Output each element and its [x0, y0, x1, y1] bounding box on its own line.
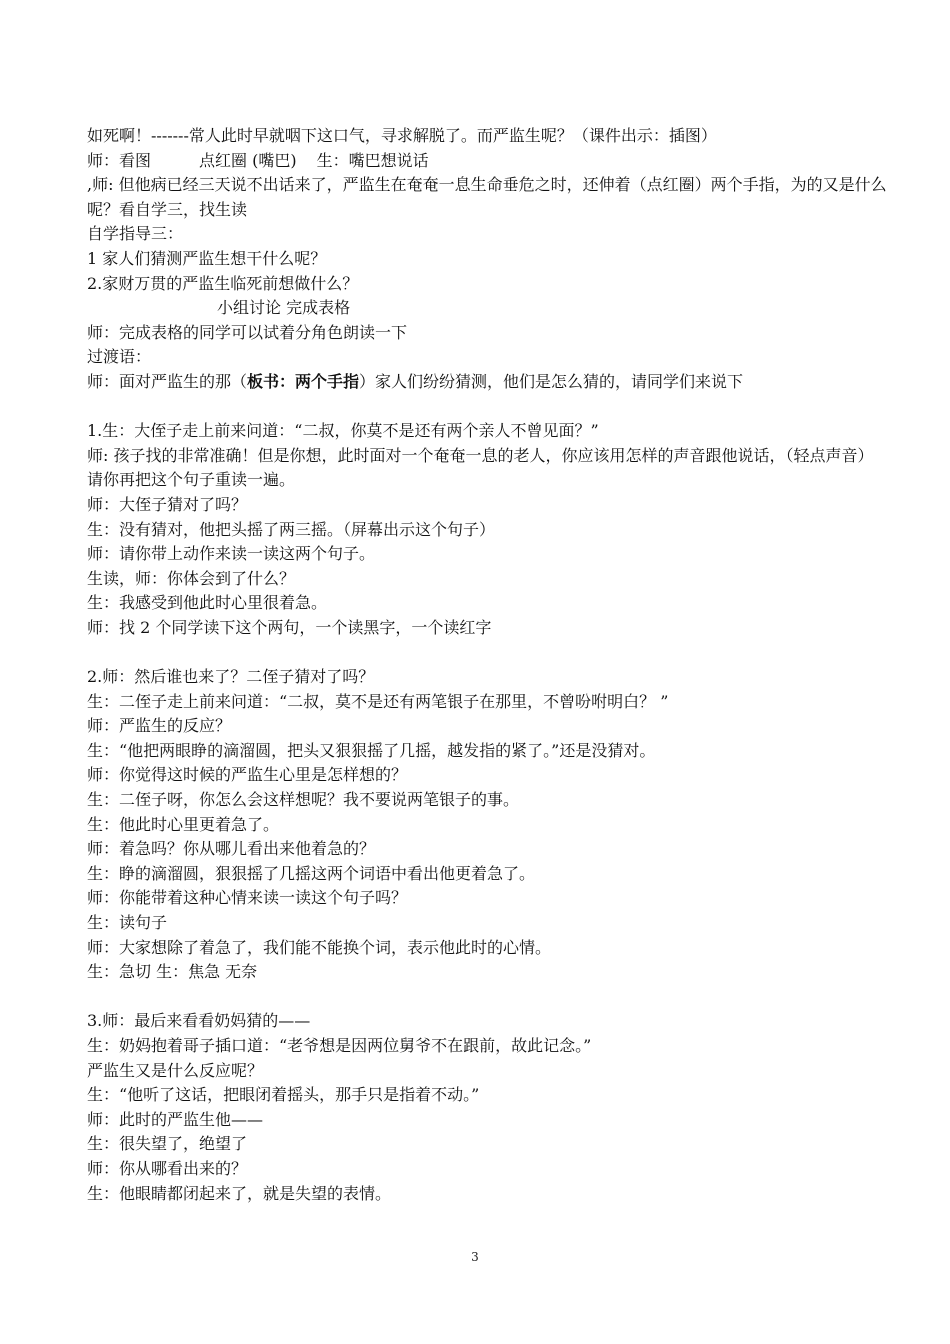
text-line: 生：睁的滴溜圆，狠狠摇了几摇这两个词语中看出他更着急了。	[87, 863, 536, 883]
text-line: 小组讨论 完成表格	[217, 298, 351, 318]
text-segment: 生：嘴巴想说话	[316, 150, 429, 170]
text-line: 生：读句子	[87, 913, 168, 932]
text-line: 自学指导三：	[87, 224, 184, 244]
text-line: 师：大家想除了着急了，我们能不能换个词，表示他此时的心情。	[87, 937, 552, 957]
board-note: 板书：两个手指	[247, 371, 360, 391]
text-line: 师: 孩子找的非常准确！但是你想，此时面对一个奄奄一息的老人，你应该用怎样的声音跟他说话，（轻点声音）请你再把这个句子重读一遍。	[87, 445, 874, 490]
text-segment: 师：面对严监生的那（	[87, 371, 248, 391]
text-line: 1 家人们猜测严监生想干什么呢？	[87, 248, 327, 268]
text-line: 过渡语：	[87, 347, 152, 367]
page-number: 3	[471, 1250, 479, 1264]
text-line: 师：请你带上动作来读一读这两个句子。	[87, 544, 376, 564]
text-line: 生：没有猜对，他把头摇了两三摇。（屏幕出示这个句子）	[87, 519, 496, 539]
text-line: 生：急切 生：焦急 无奈	[87, 962, 258, 982]
text-line: 生：奶妈抱着哥子插口道：“老爷想是因两位舅爷不在跟前，故此记念。”	[87, 1035, 592, 1055]
text-line: 如死啊！-------常人此时早就咽下这口气，寻求解脱了。而严监生呢？（课件出示：插图）	[87, 126, 717, 145]
text-line: 师：你从哪看出来的？	[87, 1158, 248, 1178]
text-line: 2.师：然后谁也来了？二侄子猜对了吗？	[87, 667, 375, 687]
text-line: 生：二侄子呀，你怎么会这样想呢？我不要说两笔银子的事。	[87, 790, 520, 810]
text-segment: 师：看图	[87, 150, 152, 170]
text-line: 师：你觉得这时候的严监生心里是怎样想的？	[87, 765, 408, 785]
text-line: 师：大侄子猜对了吗？	[87, 494, 248, 514]
text-line	[87, 149, 887, 174]
text-line	[87, 370, 887, 395]
text-line: 生读，师：你体会到了什么？	[87, 568, 296, 588]
text-line: 师：着急吗？你从哪儿看出来他着急的？	[87, 839, 376, 859]
text-line: 师：严监生的反应？	[87, 716, 232, 736]
text-line: 生：他眼睛都闭起来了，就是失望的表情。	[87, 1183, 392, 1203]
text-line: 师：找 2 个同学读下这个两句，一个读黑字，一个读红字	[87, 617, 492, 637]
text-line: 生：“他把两眼睁的滴溜圆，把头又狠狠摇了几摇，越发指的紧了。”还是没猜对。	[87, 740, 656, 760]
text-line: 2.家财万贯的严监生临死前想做什么？	[87, 273, 359, 293]
text-line: 师：完成表格的同学可以试着分角色朗读一下	[87, 322, 408, 342]
text-segment: ）家人们纷纷猜测，他们是怎么猜的，请同学们来说下	[359, 371, 744, 391]
text-line: 生：我感受到他此时心里很着急。	[87, 593, 328, 613]
text-line: 师：你能带着这种心情来读一读这个句子吗？	[87, 888, 408, 908]
text-line: 严监生又是什么反应呢？	[87, 1060, 264, 1080]
text-line: 1.生：大侄子走上前来问道：“二叔，你莫不是还有两个亲人不曾见面？”	[87, 421, 599, 441]
text-line: 3.师：最后来看看奶妈猜的——	[87, 1011, 311, 1031]
text-line: 生：很失望了，绝望了	[87, 1134, 248, 1154]
text-line: 生：他此时心里更着急了。	[87, 814, 280, 834]
text-line: 生：二侄子走上前来问道：“二叔，莫不是还有两笔银子在那里，不曾吩咐明白？ ”	[87, 691, 669, 711]
text-line: 师：此时的严监生他——	[87, 1109, 264, 1129]
text-segment: 点红圈 (嘴巴)	[199, 150, 297, 170]
text-line: 生：“他听了这话，把眼闭着摇头，那手只是指着不动。”	[87, 1085, 480, 1105]
document-body	[87, 124, 887, 1206]
text-line: ,师: 但他病已经三天说不出话来了，严监生在奄奄一息生命垂危之时，还伸着（点红圈）两个手指，为的又是什么呢？看自学三，找生读	[87, 175, 887, 219]
